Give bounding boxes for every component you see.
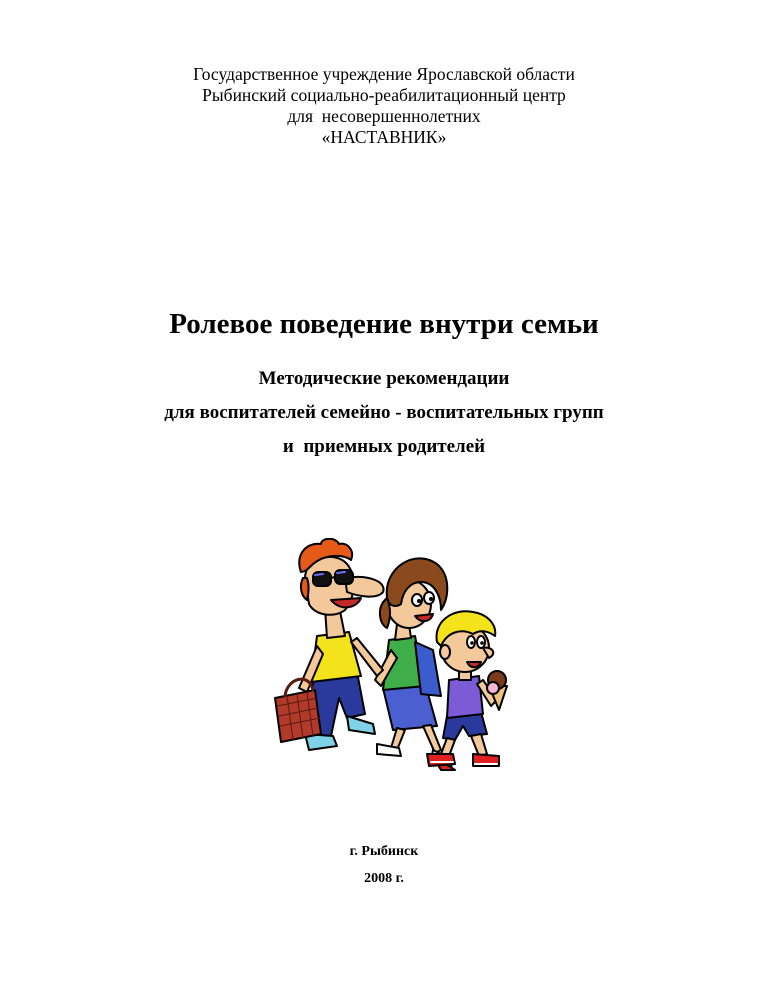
header-line-institution: Государственное учреждение Ярославской области — [193, 64, 575, 84]
header-line-center: Рыбинский социально-реабилитационный центр — [202, 85, 566, 105]
subtitle-line-type: Методические рекомендации — [258, 368, 510, 389]
document-title: Ролевое поведение внутри семьи — [169, 308, 599, 340]
publication-year: 2008 г. — [364, 871, 404, 886]
family-walking-cartoon-icon — [265, 538, 520, 778]
publication-info — [0, 838, 768, 892]
subtitle-line-audience-2: и приемных родителей — [282, 436, 486, 457]
subtitle-line-audience: для воспитателей семейно - воспитательных групп — [164, 402, 604, 423]
organization-header — [0, 64, 768, 148]
publication-city: г. Рыбинск — [349, 844, 419, 859]
document-subtitle — [0, 362, 768, 464]
header-line-name: «НАСТАВНИК» — [321, 127, 447, 147]
man-figure — [275, 539, 384, 750]
header-line-target: для несовершеннолетних — [287, 106, 481, 126]
